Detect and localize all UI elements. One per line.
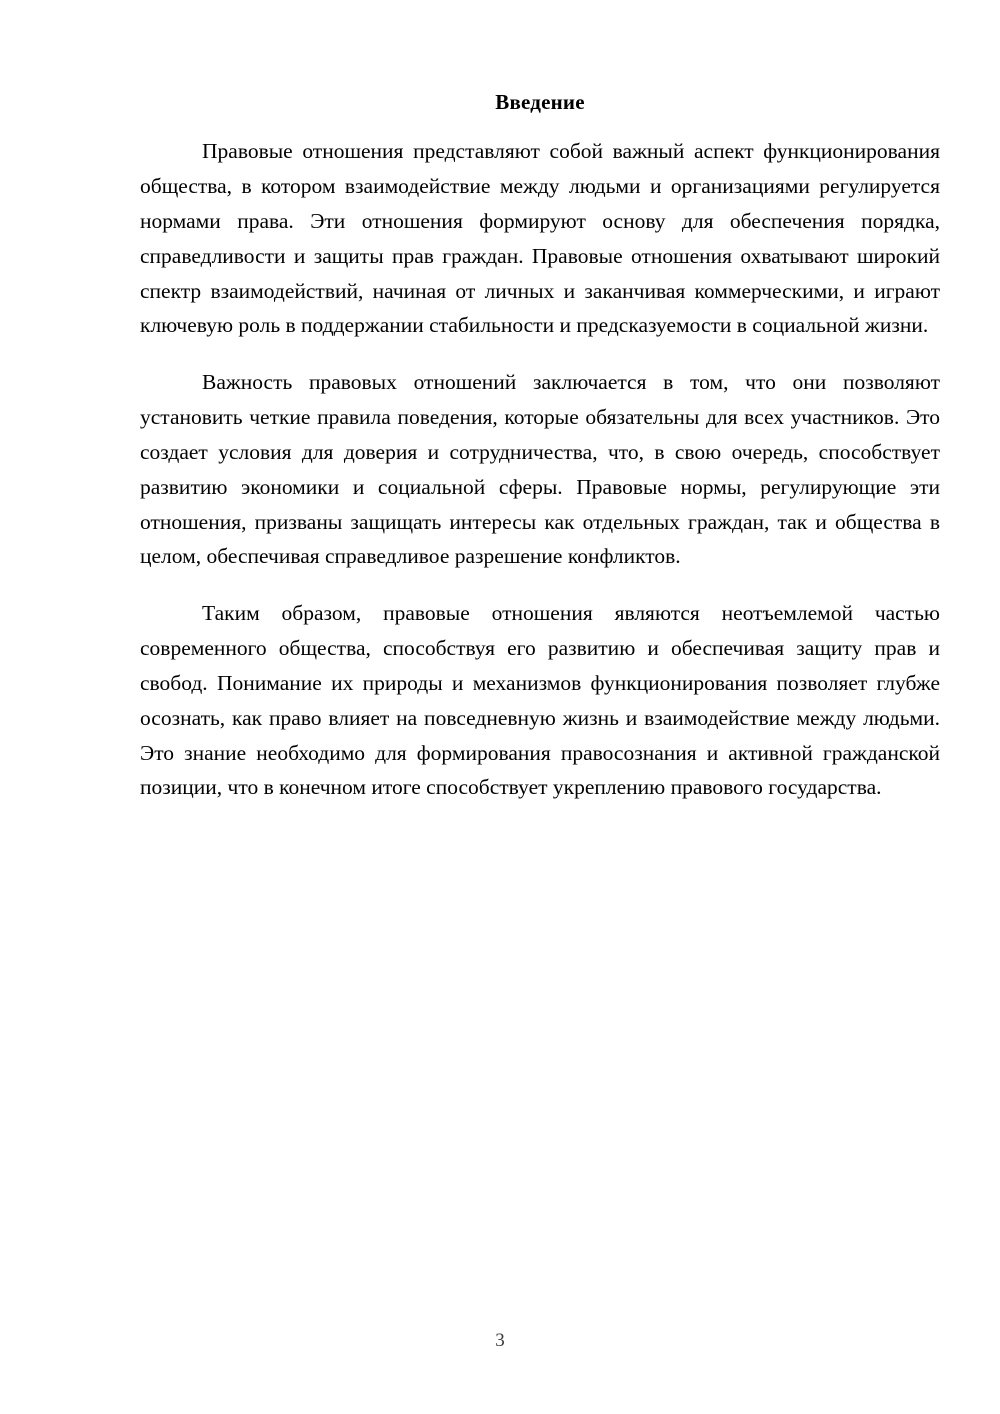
body-paragraph-2: Важность правовых отношений заключается в том, что они позволяют установить четкие правила поведения, которые обязательны для всех участников. Это создает условия для доверия и сотрудничества, что, в свою очередь, способствует развитию экономики и социальной сферы. Правовые нормы, регулирующие эти отношения, призваны защищать интересы как отдельных граждан, так и общества в целом, обеспечивая справедливое разрешение конфликтов. (140, 370, 940, 569)
page-content (140, 88, 940, 805)
body-paragraph-3: Таким образом, правовые отношения являются неотъемлемой частью современного общества, способствуя его развитию и обеспечивая защиту прав и свобод. Понимание их природы и механизмов функционирования позволяет глубже осознать, как право влияет на повседневную жизнь и взаимодействие между людьми. Это знание необходимо для формирования правосознания и активной гражданской позиции, что в конечном итоге способствует укреплению правового государства. (140, 601, 940, 800)
body-paragraph-1: Правовые отношения представляют собой важный аспект функционирования общества, в котором взаимодействие между людьми и организациями регулируется нормами права. Эти отношения формируют основу для обеспечения порядка, справедливости и защиты прав граждан. Правовые отношения охватывают широкий спектр взаимодействий, начиная от личных и заканчивая коммерческими, и играют ключевую роль в поддержании стабильности и предсказуемости в социальной жизни. (140, 139, 940, 338)
page-number: 3 (495, 1330, 505, 1351)
page-title: Введение (495, 90, 585, 114)
